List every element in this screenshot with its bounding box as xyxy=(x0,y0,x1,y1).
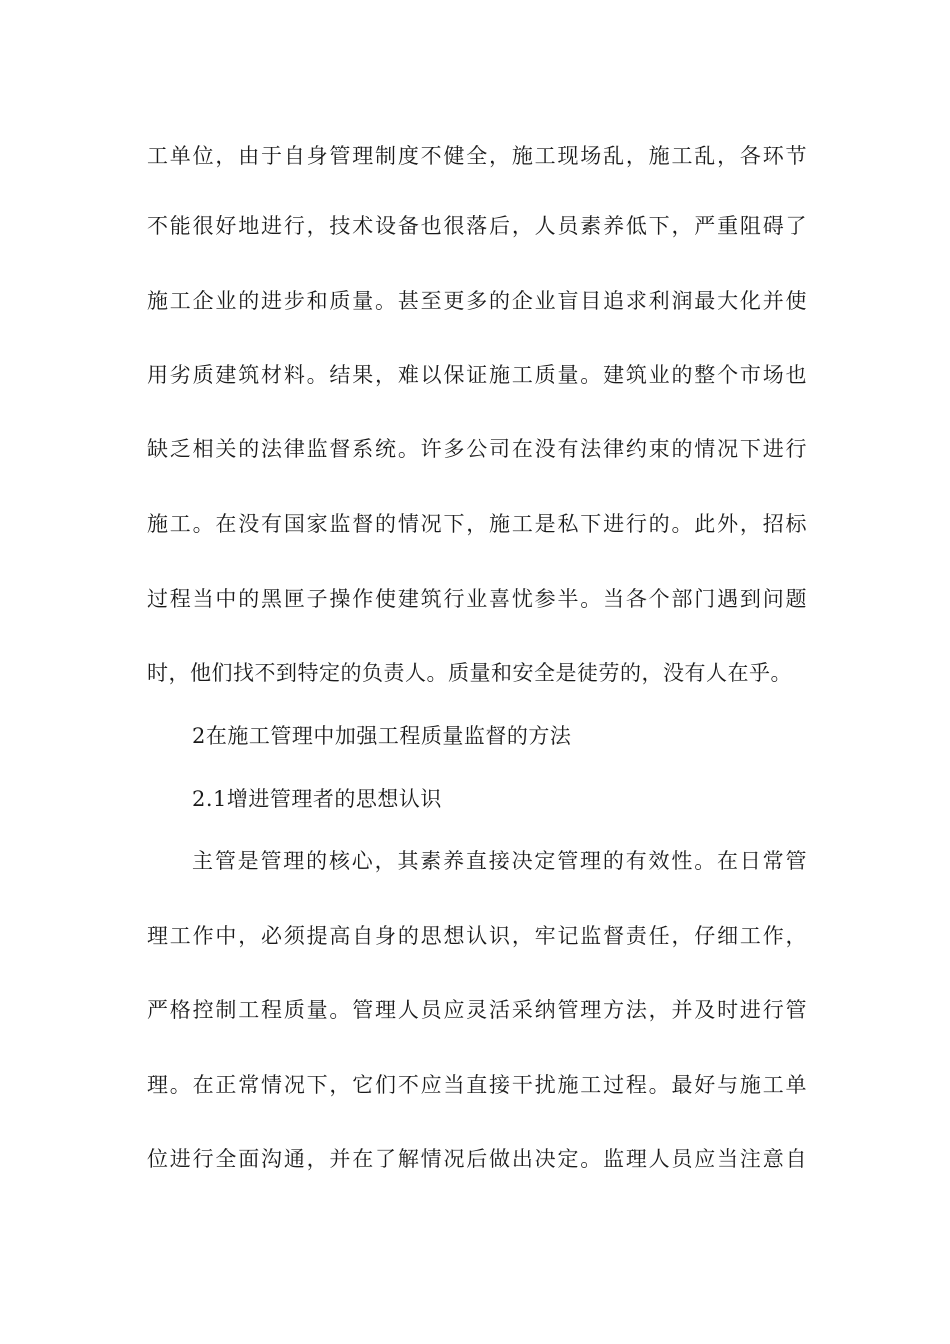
paragraph1-line-8: 时，他们找不到特定的负责人。质量和安全是徒劳的，没有人在乎。 xyxy=(147,661,792,685)
paragraph1-line-5: 缺乏相关的法律监督系统。许多公司在没有法律约束的情况下进行 xyxy=(147,437,807,461)
paragraph2-line-4: 理。在正常情况下，它们不应当直接干扰施工过程。最好与施工单 xyxy=(147,1073,807,1097)
section-heading: 2在施工管理中加强工程质量监督的方法 xyxy=(192,724,572,748)
paragraph1-line-1: 工单位，由于自身管理制度不健全，施工现场乱，施工乱，各环节 xyxy=(147,144,807,168)
paragraph2-line-5: 位进行全面沟通，并在了解情况后做出决定。监理人员应当注意自 xyxy=(147,1147,807,1171)
paragraph2-line-1: 主管是管理的核心，其素养直接决定管理的有效性。在日常管 xyxy=(192,849,807,873)
paragraph1-line-3: 施工企业的进步和质量。甚至更多的企业盲目追求利润最大化并使 xyxy=(147,289,807,313)
paragraph1-line-6: 施工。在没有国家监督的情况下，施工是私下进行的。此外，招标 xyxy=(147,512,807,536)
paragraph1-line-4: 用劣质建筑材料。结果，难以保证施工质量。建筑业的整个市场也 xyxy=(147,363,807,387)
paragraph1-line-7: 过程当中的黑匣子操作使建筑行业喜忧参半。当各个部门遇到问题 xyxy=(147,587,807,611)
paragraph2-line-3: 严格控制工程质量。管理人员应灵活采纳管理方法，并及时进行管 xyxy=(147,998,807,1022)
subsection-heading: 2.1增进管理者的思想认识 xyxy=(192,787,442,811)
paragraph1-line-2: 不能很好地进行，技术设备也很落后，人员素养低下，严重阻碍了 xyxy=(147,214,807,238)
paragraph2-line-2: 理工作中，必须提高自身的思想认识，牢记监督责任，仔细工作， xyxy=(147,924,807,948)
